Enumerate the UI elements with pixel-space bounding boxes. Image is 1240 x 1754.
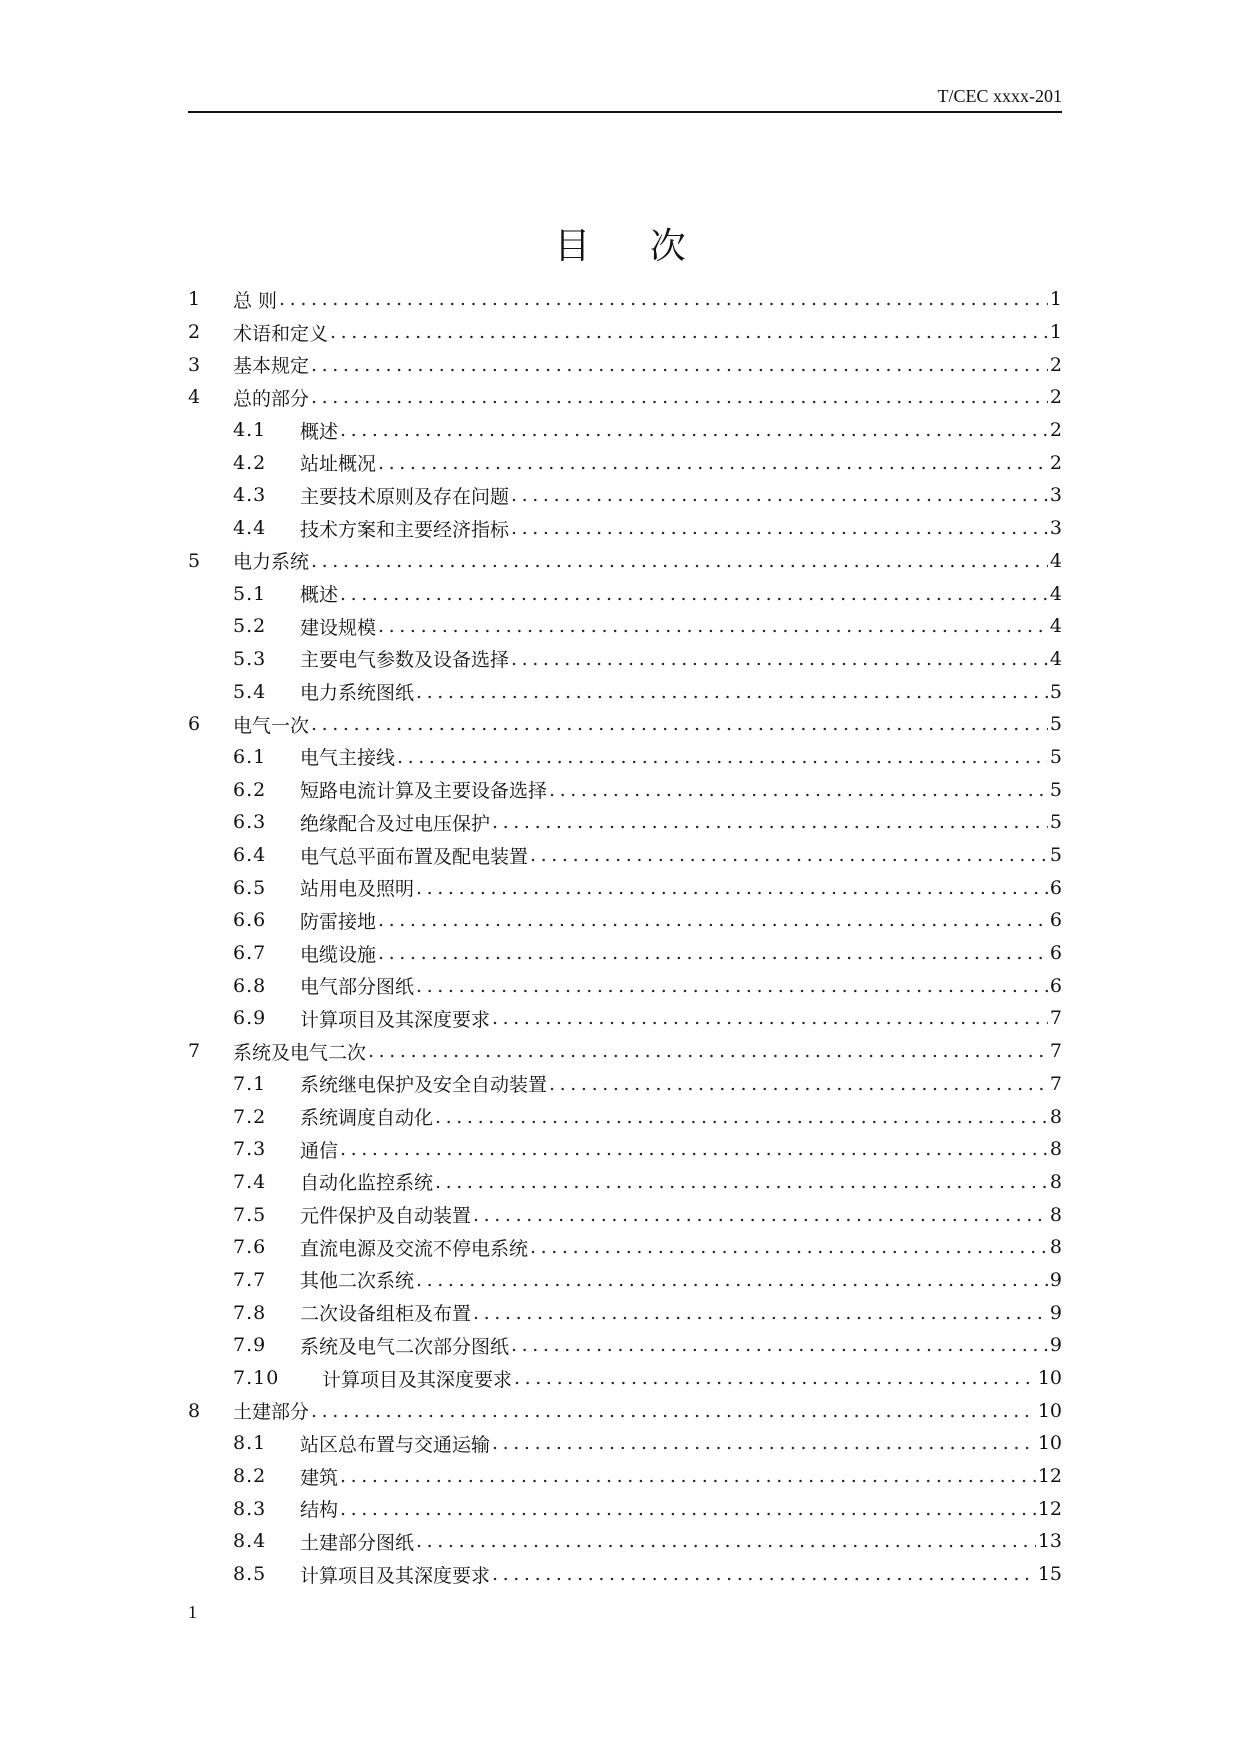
toc-entry-page: 4 <box>1049 647 1062 670</box>
toc-dot-leader <box>511 484 1048 506</box>
toc-entry-number: 7.9 <box>233 1334 267 1357</box>
toc-entry-page: 13 <box>1037 1530 1062 1553</box>
toc-entry-number: 6.2 <box>233 778 267 801</box>
toc-entry-title: 电气一次 <box>233 714 310 737</box>
toc-entry[interactable] <box>188 904 1062 937</box>
toc-entry[interactable] <box>188 1068 1062 1101</box>
toc-entry-page: 10 <box>1037 1399 1062 1422</box>
toc-dot-leader <box>473 1302 1048 1324</box>
toc-entry[interactable] <box>188 643 1062 676</box>
toc-entry-page: 6 <box>1049 942 1062 965</box>
toc-entry-page: 3 <box>1049 484 1062 507</box>
toc-entry-page: 8 <box>1049 1170 1062 1193</box>
toc-entry[interactable] <box>188 871 1062 904</box>
toc-entry[interactable] <box>188 937 1062 970</box>
toc-entry[interactable] <box>188 1525 1062 1558</box>
toc-entry[interactable] <box>188 1231 1062 1264</box>
toc-dot-leader <box>416 1530 1036 1552</box>
toc-entry-title: 站址概况 <box>300 453 377 476</box>
toc-entry[interactable] <box>188 708 1062 741</box>
toc-dot-leader <box>340 1498 1036 1520</box>
toc-entry[interactable] <box>188 1394 1062 1427</box>
toc-entry[interactable] <box>188 1002 1062 1035</box>
toc-dot-leader <box>492 1563 1036 1585</box>
toc-entry-title: 计算项目及其深度要求 <box>300 1564 491 1587</box>
toc-entry-number: 6.9 <box>233 1007 267 1030</box>
toc-entry[interactable] <box>188 1329 1062 1362</box>
toc-entry[interactable] <box>188 675 1062 708</box>
toc-dot-leader <box>279 288 1048 310</box>
toc-dot-leader <box>330 321 1048 343</box>
toc-title: 目 次 <box>554 226 710 267</box>
toc-entry-title: 直流电源及交流不停电系统 <box>300 1237 529 1260</box>
toc-entry-page: 9 <box>1049 1334 1062 1357</box>
toc-entry-title: 系统及电气二次 <box>233 1041 367 1064</box>
toc-entry[interactable] <box>188 1460 1062 1493</box>
toc-entry[interactable] <box>188 1198 1062 1231</box>
toc-dot-leader <box>311 1400 1036 1422</box>
toc-entry-page: 1 <box>1049 321 1062 344</box>
toc-entry-page: 8 <box>1049 1236 1062 1259</box>
toc-entry-title: 电气总平面布置及配电装置 <box>300 845 529 868</box>
toc-entry-title: 主要电气参数及设备选择 <box>300 649 510 672</box>
toc-dot-leader <box>416 681 1048 703</box>
toc-entry[interactable] <box>188 512 1062 545</box>
toc-list <box>188 283 1062 1591</box>
toc-entry-number: 6.8 <box>233 974 267 997</box>
toc-entry-page: 12 <box>1037 1465 1062 1488</box>
toc-entry[interactable] <box>188 773 1062 806</box>
toc-entry-page: 10 <box>1037 1432 1062 1455</box>
toc-entry[interactable] <box>188 1558 1062 1591</box>
toc-entry-title: 站区总布置与交通运输 <box>300 1433 491 1456</box>
toc-dot-leader <box>435 1171 1048 1193</box>
toc-entry-page: 3 <box>1049 517 1062 540</box>
page-number: 1 <box>188 1602 197 1622</box>
toc-dot-leader <box>416 877 1048 899</box>
toc-entry-number: 1 <box>188 288 201 311</box>
toc-entry-page: 5 <box>1049 713 1062 736</box>
toc-entry-page: 6 <box>1049 909 1062 932</box>
toc-entry-title: 电力系统图纸 <box>300 682 415 705</box>
toc-entry[interactable] <box>188 414 1062 447</box>
toc-entry[interactable] <box>188 577 1062 610</box>
toc-dot-leader <box>378 615 1048 637</box>
toc-entry-page: 10 <box>1037 1367 1062 1390</box>
toc-entry[interactable] <box>188 1492 1062 1525</box>
toc-entry-title: 总的部分 <box>233 387 310 410</box>
toc-entry-title: 技术方案和主要经济指标 <box>300 518 510 541</box>
toc-entry-page: 7 <box>1049 1072 1062 1095</box>
toc-entry-number: 2 <box>188 321 201 344</box>
toc-entry-title: 计算项目及其深度要求 <box>322 1368 513 1391</box>
toc-entry-page: 7 <box>1049 1007 1062 1030</box>
toc-dot-leader <box>340 419 1048 441</box>
toc-entry[interactable] <box>188 479 1062 512</box>
toc-entry-page: 8 <box>1049 1105 1062 1128</box>
toc-entry-title: 电气主接线 <box>300 747 396 770</box>
toc-dot-leader <box>492 1007 1048 1029</box>
toc-entry[interactable] <box>188 610 1062 643</box>
toc-entry-number: 8.5 <box>233 1563 267 1586</box>
toc-entry-title: 自动化监控系统 <box>300 1172 434 1195</box>
toc-entry-page: 5 <box>1049 680 1062 703</box>
toc-dot-leader <box>492 1432 1036 1454</box>
toc-dot-leader <box>511 517 1048 539</box>
toc-entry-number: 7.10 <box>233 1367 280 1390</box>
toc-entry-page: 6 <box>1049 876 1062 899</box>
toc-entry-page: 5 <box>1049 844 1062 867</box>
toc-dot-leader <box>311 386 1048 408</box>
header-rule <box>188 111 1062 113</box>
toc-dot-leader <box>397 746 1048 768</box>
toc-entry-number: 7.8 <box>233 1301 267 1324</box>
toc-entry-page: 5 <box>1049 745 1062 768</box>
toc-entry-title: 概述 <box>300 584 339 607</box>
toc-entry-page: 8 <box>1049 1138 1062 1161</box>
toc-dot-leader <box>435 1106 1048 1128</box>
toc-dot-leader <box>311 713 1048 735</box>
toc-dot-leader <box>530 1236 1048 1258</box>
toc-entry-title: 主要技术原则及存在问题 <box>300 485 510 508</box>
toc-entry-number: 7.4 <box>233 1170 267 1193</box>
toc-entry-page: 2 <box>1049 386 1062 409</box>
toc-entry-title: 土建部分 <box>233 1401 310 1424</box>
toc-entry-title: 建筑 <box>300 1466 339 1489</box>
toc-entry-page: 1 <box>1049 288 1062 311</box>
toc-dot-leader <box>378 942 1048 964</box>
toc-entry-number: 7.1 <box>233 1072 267 1095</box>
toc-entry-title: 系统及电气二次部分图纸 <box>300 1335 510 1358</box>
toc-entry-number: 6.6 <box>233 909 267 932</box>
toc-entry[interactable] <box>188 806 1062 839</box>
toc-entry[interactable] <box>188 1133 1062 1166</box>
toc-entry-number: 3 <box>188 353 201 376</box>
toc-entry-number: 7.7 <box>233 1268 267 1291</box>
toc-entry[interactable] <box>188 741 1062 774</box>
toc-entry-page: 8 <box>1049 1203 1062 1226</box>
toc-entry-number: 5.3 <box>233 647 267 670</box>
toc-entry-page: 6 <box>1049 974 1062 997</box>
toc-entry[interactable] <box>188 381 1062 414</box>
toc-entry-number: 5 <box>188 549 201 572</box>
toc-dot-leader <box>549 1073 1048 1095</box>
toc-entry-title: 通信 <box>300 1139 339 1162</box>
toc-dot-leader <box>549 779 1048 801</box>
toc-entry-title: 建设规模 <box>300 616 377 639</box>
toc-dot-leader <box>416 975 1048 997</box>
toc-entry-title: 站用电及照明 <box>300 878 415 901</box>
toc-dot-leader <box>378 452 1048 474</box>
toc-entry-page: 7 <box>1049 1040 1062 1063</box>
toc-entry[interactable] <box>188 1362 1062 1395</box>
toc-entry-number: 7.6 <box>233 1236 267 1259</box>
toc-entry-title: 系统调度自动化 <box>300 1107 434 1130</box>
toc-dot-leader <box>340 1465 1036 1487</box>
toc-entry-title: 短路电流计算及主要设备选择 <box>300 780 548 803</box>
toc-dot-leader <box>492 811 1048 833</box>
toc-entry-number: 5.1 <box>233 582 267 605</box>
toc-entry-number: 8 <box>188 1399 201 1422</box>
toc-entry-title: 二次设备组柜及布置 <box>300 1303 472 1326</box>
toc-entry-title: 总 则 <box>233 289 278 312</box>
toc-entry[interactable] <box>188 283 1062 316</box>
toc-entry-number: 8.3 <box>233 1497 267 1520</box>
toc-entry-number: 8.4 <box>233 1530 267 1553</box>
toc-entry-number: 6.4 <box>233 844 267 867</box>
toc-entry-number: 4.3 <box>233 484 267 507</box>
toc-entry[interactable] <box>188 348 1062 381</box>
toc-dot-leader <box>473 1204 1048 1226</box>
toc-entry[interactable] <box>188 316 1062 349</box>
toc-entry-page: 9 <box>1049 1301 1062 1324</box>
toc-entry-number: 6.1 <box>233 745 267 768</box>
toc-entry-number: 4.2 <box>233 451 267 474</box>
toc-entry[interactable] <box>188 1166 1062 1199</box>
toc-entry[interactable] <box>188 446 1062 479</box>
toc-entry[interactable] <box>188 839 1062 872</box>
toc-entry-title: 土建部分图纸 <box>300 1531 415 1554</box>
toc-dot-leader <box>416 1269 1048 1291</box>
toc-entry-page: 15 <box>1037 1563 1062 1586</box>
toc-entry-page: 12 <box>1037 1497 1062 1520</box>
toc-entry-number: 6 <box>188 713 201 736</box>
toc-entry-number: 6.3 <box>233 811 267 834</box>
toc-entry-title: 基本规定 <box>233 355 310 378</box>
toc-entry-number: 8.1 <box>233 1432 267 1455</box>
toc-entry-page: 2 <box>1049 451 1062 474</box>
toc-entry-page: 4 <box>1049 582 1062 605</box>
toc-entry-number: 7 <box>188 1040 201 1063</box>
toc-entry-title: 防雷接地 <box>300 910 377 933</box>
toc-entry-title: 术语和定义 <box>233 322 329 345</box>
toc-dot-leader <box>514 1367 1036 1389</box>
toc-entry-number: 8.2 <box>233 1465 267 1488</box>
document-code: T/CEC xxxx-201 <box>937 86 1062 106</box>
toc-entry-number: 7.3 <box>233 1138 267 1161</box>
toc-entry-title: 电力系统 <box>233 551 310 574</box>
toc-dot-leader <box>311 354 1048 376</box>
toc-entry-title: 电缆设施 <box>300 943 377 966</box>
toc-entry-page: 2 <box>1049 353 1062 376</box>
toc-entry[interactable] <box>188 1296 1062 1329</box>
toc-dot-leader <box>511 648 1048 670</box>
toc-entry-number: 7.5 <box>233 1203 267 1226</box>
toc-entry[interactable] <box>188 1264 1062 1297</box>
toc-entry-page: 5 <box>1049 778 1062 801</box>
toc-entry-title: 计算项目及其深度要求 <box>300 1008 491 1031</box>
toc-entry-number: 6.5 <box>233 876 267 899</box>
toc-entry-title: 元件保护及自动装置 <box>300 1205 472 1228</box>
toc-entry[interactable] <box>188 1035 1062 1068</box>
toc-dot-leader <box>340 583 1048 605</box>
toc-entry[interactable] <box>188 545 1062 578</box>
toc-dot-leader <box>340 1138 1048 1160</box>
toc-entry-number: 4.1 <box>233 419 267 442</box>
toc-entry-number: 4 <box>188 386 201 409</box>
toc-entry-number: 6.7 <box>233 942 267 965</box>
toc-entry-page: 4 <box>1049 549 1062 572</box>
toc-entry-title: 结构 <box>300 1499 339 1522</box>
toc-dot-leader <box>378 909 1048 931</box>
toc-entry-title: 系统继电保护及安全自动装置 <box>300 1074 548 1097</box>
toc-entry-page: 5 <box>1049 811 1062 834</box>
toc-entry[interactable] <box>188 1427 1062 1460</box>
toc-entry-number: 5.2 <box>233 615 267 638</box>
toc-entry-title: 其他二次系统 <box>300 1270 415 1293</box>
toc-entry-number: 4.4 <box>233 517 267 540</box>
toc-entry-title: 绝缘配合及过电压保护 <box>300 812 491 835</box>
toc-dot-leader <box>311 550 1048 572</box>
toc-dot-leader <box>530 844 1048 866</box>
toc-entry-title: 概述 <box>300 420 339 443</box>
toc-entry-number: 7.2 <box>233 1105 267 1128</box>
toc-entry-title: 电气部分图纸 <box>300 976 415 999</box>
toc-entry-page: 4 <box>1049 615 1062 638</box>
toc-entry-number: 5.4 <box>233 680 267 703</box>
toc-entry[interactable] <box>188 1100 1062 1133</box>
toc-entry[interactable] <box>188 969 1062 1002</box>
toc-dot-leader <box>511 1334 1048 1356</box>
toc-entry-page: 2 <box>1049 419 1062 442</box>
toc-dot-leader <box>368 1040 1048 1062</box>
toc-entry-page: 9 <box>1049 1268 1062 1291</box>
